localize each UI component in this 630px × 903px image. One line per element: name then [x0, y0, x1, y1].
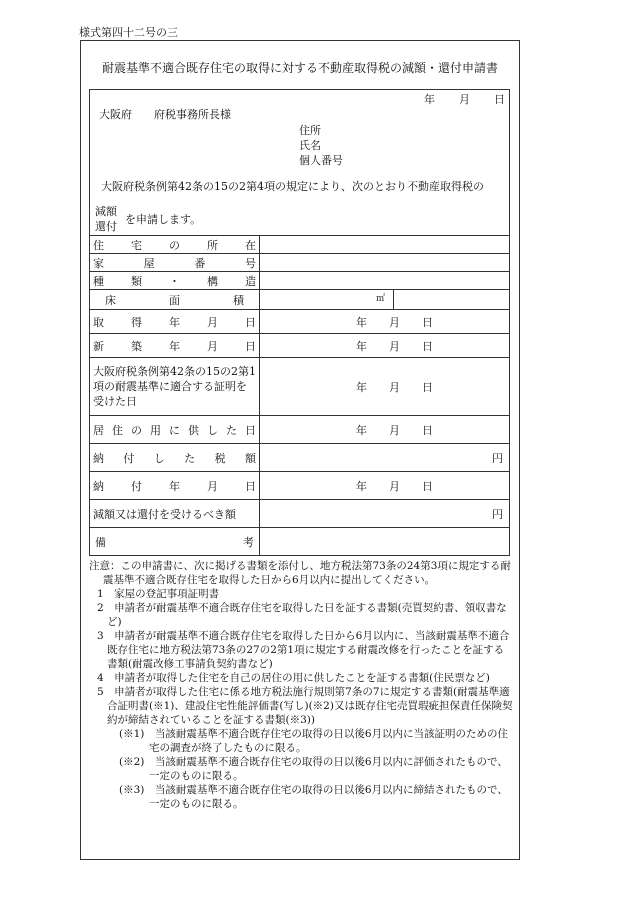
document-title: 耐震基準不適合既存住宅の取得に対する不動産取得税の減額・還付申請書 [101, 61, 498, 75]
notes-intro: 注意：この申請書に、次に掲げる書類を添付し、地方税法第73条の24第3項に規定する耐震基準不適合既存住宅を取得した日から6月以内に提出してください。 [89, 560, 511, 586]
notes-section [89, 559, 513, 811]
request-type[interactable]: 減額 還付 を申請します。 [95, 205, 202, 233]
note-item-2: 2 申請者が耐震基準不適合既存住宅を取得した日を証する書類(売買契約書、領収書など) [97, 602, 507, 628]
residence-date-field[interactable]: 年 月 日 [260, 416, 510, 444]
note-item-5: 5 申請者が取得した住宅に係る地方税法施行規則第7条の7に規定する書類(耐震基準適合証明書(※1)、建設住宅性能評価書(写し)(※2)又は既存住宅売買瑕疵担保責任保険契約が締結されていることを証する書類(※3)) [97, 686, 513, 726]
label-house-number: 家 屋 番 号 [93, 256, 256, 270]
house-number-field[interactable] [260, 254, 510, 272]
details-table [89, 235, 510, 556]
label-tax-paid: 納 付 し た 税 額 [93, 451, 256, 465]
refund-amount-field[interactable]: 円 [260, 500, 510, 528]
name-label: 氏名 [299, 139, 321, 152]
payment-date-field[interactable]: 年 月 日 [260, 472, 510, 500]
label-location: 住 宅 の 所 在 [93, 238, 256, 252]
note-sub-2: (※2) 当該耐震基準不適合既存住宅の取得の日以後6月以内に評価されたもので、一定のものに限る。 [119, 756, 508, 782]
remarks-field[interactable] [260, 528, 510, 556]
option-reduction[interactable]: 減額 [95, 205, 117, 218]
acquisition-date-field[interactable]: 年 月 日 [260, 310, 510, 334]
applicant-block [299, 123, 343, 168]
label-floor-area: 床 面 積 [105, 293, 244, 307]
address-label: 住所 [299, 124, 321, 137]
kind-structure-field[interactable] [260, 272, 510, 290]
note-sub-3: (※3) 当該耐震基準不適合既存住宅の取得の日以後6月以内に締結されたもので、一定のものに限る。 [119, 784, 508, 810]
addressee: 大阪府 府税事務所長様 [99, 108, 231, 121]
label-certificate-date: 大阪府税条例第42条の15の2第1項の耐震基準に適合する証明を受けた日 [90, 358, 260, 416]
certificate-date-field[interactable]: 年 月 日 [260, 358, 510, 416]
label-refund-amount: 減額又は還付を受けるべき額 [90, 500, 260, 528]
personal-number-label: 個人番号 [299, 154, 343, 167]
option-refund[interactable]: 還付 [95, 220, 117, 233]
label-residence-date: 居 住 の 用 に 供 し た 日 [93, 423, 256, 437]
note-item-1: 1 家屋の登記事項証明書 [97, 588, 220, 600]
label-built-date: 新 築 年 月 日 [93, 339, 256, 353]
form-frame [80, 40, 520, 860]
note-sub-1: (※1) 当該耐震基準不適合既存住宅の取得の日以後6月以内に当該証明のための住宅の調査が終了したものに限る。 [119, 728, 509, 754]
note-item-4: 4 申請者が取得した住宅を自己の居住の用に供したことを証する書類(住民票など) [97, 672, 490, 684]
label-acquisition-date: 取 得 年 月 日 [93, 315, 256, 329]
label-payment-date: 納 付 年 月 日 [93, 479, 256, 493]
tax-paid-field[interactable]: 円 [260, 444, 510, 472]
label-remarks: 備 考 [95, 535, 254, 549]
note-item-3: 3 申請者が耐震基準不適合既存住宅を取得した日から6月以内に、当該耐震基準不適合既存住宅に地方税法第73条の27の2第1項に規定する耐震改修を行ったことを証する書類(耐震改修工事請負契約書など) [97, 630, 510, 670]
sqm-unit: ㎡ [260, 290, 394, 309]
built-date-field[interactable]: 年 月 日 [260, 334, 510, 358]
location-field[interactable] [260, 236, 510, 254]
date-line[interactable]: 年 月 日 [424, 93, 505, 106]
label-kind-structure: 種 類 ・ 構 造 [93, 274, 256, 288]
floor-area-field[interactable] [260, 290, 510, 310]
form-number: 様式第四十二号の三 [79, 26, 178, 39]
body-text: 大阪府税条例第42条の15の2第4項の規定により、次のとおり不動産取得税の [101, 180, 484, 193]
